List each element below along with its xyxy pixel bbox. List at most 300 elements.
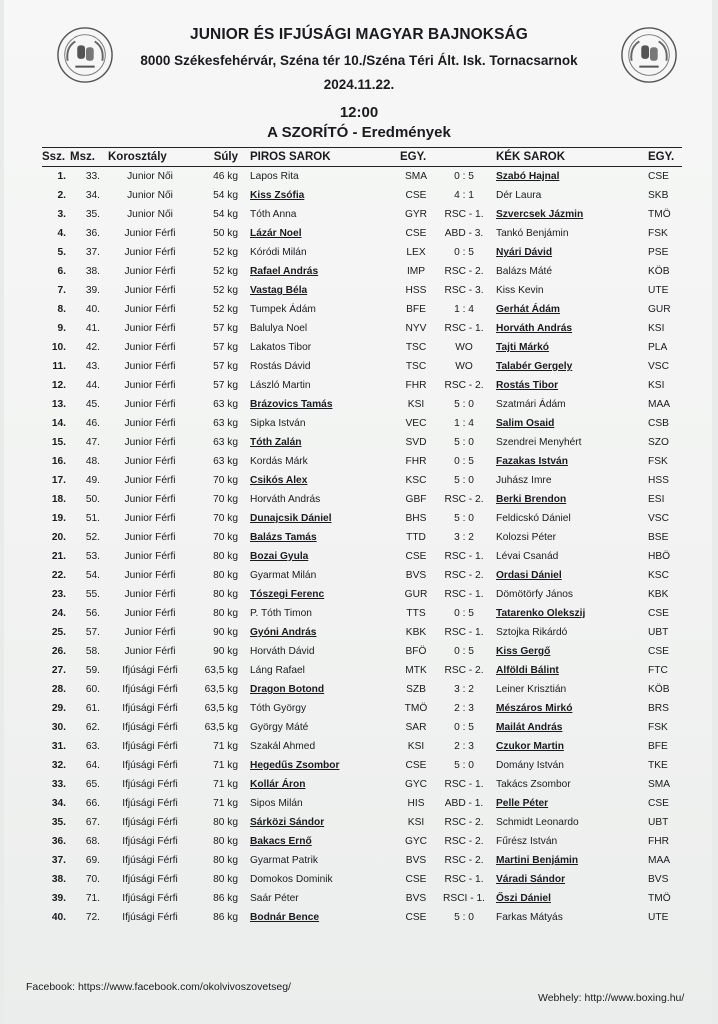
table-row: [42, 300, 682, 319]
blue-corner-boxer: Kiss Gergő: [496, 646, 551, 657]
weight-class: 80 kg: [213, 589, 238, 600]
blue-corner-boxer: Mészáros Mirkó: [496, 703, 573, 714]
table-row: [42, 490, 682, 509]
blue-corner-boxer: Leiner Krisztián: [496, 684, 567, 695]
blue-corner-club: HBÖ: [648, 551, 671, 562]
age-category: Ifjúsági Férfi: [122, 665, 178, 676]
blue-corner-club: TMÖ: [648, 209, 671, 220]
bout-result: ABD - 1.: [444, 798, 484, 809]
row-number: 39.: [51, 893, 66, 904]
red-corner-club: CSE: [405, 190, 427, 201]
red-corner-club: TTS: [406, 608, 426, 619]
red-corner-club: KSC: [405, 475, 427, 486]
bout-result: 5 : 0: [454, 399, 474, 410]
weight-class: 63,5 kg: [204, 722, 238, 733]
blue-corner-boxer: Tatarenko Olekszij: [496, 608, 586, 619]
facebook-link[interactable]: Facebook: https://www.facebook.com/okolvivoszovetseg/: [26, 981, 291, 993]
red-corner-club: GYC: [404, 836, 428, 847]
weight-class: 57 kg: [213, 342, 238, 353]
blue-corner-club: SMA: [648, 779, 671, 790]
bout-result: 0 : 5: [454, 722, 474, 733]
red-corner-club: GUR: [404, 589, 428, 600]
blue-corner-club: MAA: [648, 399, 671, 410]
bout-result: ABD - 3.: [444, 228, 484, 239]
weight-class: 70 kg: [213, 513, 238, 524]
red-corner-boxer: Hegedűs Zsombor: [250, 760, 340, 771]
red-corner-boxer: Tószegi Ferenc: [250, 589, 325, 600]
age-category: Junior Női: [127, 209, 173, 220]
blue-corner-boxer: Szvercsek Jázmin: [496, 209, 584, 220]
match-number: 63.: [85, 741, 100, 752]
blue-corner-boxer: Kiss Kevin: [496, 285, 544, 296]
red-corner-club: NYV: [405, 323, 427, 334]
age-category: Ifjúsági Férfi: [122, 836, 178, 847]
blue-corner-boxer: Kolozsi Péter: [496, 532, 557, 543]
match-number: 52.: [85, 532, 100, 543]
red-corner-club: KSI: [407, 741, 425, 752]
weight-class: 63 kg: [213, 456, 238, 467]
blue-corner-boxer: Őszi Dániel: [496, 893, 551, 904]
red-corner-boxer: Bozai Gyula: [250, 551, 309, 562]
weight-class: 54 kg: [213, 209, 238, 220]
red-corner-boxer: György Máté: [250, 722, 309, 733]
blue-corner-club: PSE: [648, 247, 669, 258]
table-row: [42, 528, 682, 547]
blue-corner-boxer: Berki Brendon: [496, 494, 567, 505]
row-number: 15.: [51, 437, 66, 448]
blue-corner-club: TMÖ: [648, 893, 671, 904]
red-corner-boxer: Tóth Anna: [250, 209, 297, 220]
age-category: Junior Férfi: [124, 627, 176, 638]
table-row: [42, 851, 682, 870]
match-number: 47.: [85, 437, 100, 448]
age-category: Ifjúsági Férfi: [122, 855, 178, 866]
red-corner-club: TTD: [406, 532, 426, 543]
blue-corner-boxer: Talabér Gergely: [496, 361, 573, 372]
match-number: 40.: [85, 304, 100, 315]
table-row: [42, 205, 682, 224]
weight-class: 50 kg: [213, 228, 238, 239]
row-number: 36.: [51, 836, 66, 847]
red-corner-club: BVS: [405, 855, 427, 866]
bout-result: 5 : 0: [454, 437, 474, 448]
red-corner-club: BHS: [405, 513, 427, 524]
row-number: 16.: [51, 456, 66, 467]
match-number: 41.: [85, 323, 100, 334]
blue-corner-boxer: Szendrei Menyhért: [496, 437, 582, 448]
red-corner-club: BFÖ: [405, 646, 427, 657]
red-corner-club: KBK: [405, 627, 427, 638]
bout-result: 2 : 3: [454, 703, 474, 714]
red-corner-club: FHR: [405, 380, 427, 391]
red-corner-club: LEX: [406, 247, 426, 258]
blue-corner-club: BRS: [648, 703, 669, 714]
blue-corner-club: SZO: [648, 437, 669, 448]
table-row: [42, 737, 682, 756]
red-corner-club: GYC: [404, 779, 428, 790]
row-number: 11.: [52, 361, 66, 372]
weight-class: 52 kg: [213, 285, 238, 296]
red-corner-boxer: Tumpek Ádám: [250, 304, 316, 315]
col-suly: Súly: [192, 148, 250, 167]
red-corner-boxer: Saár Péter: [250, 893, 299, 904]
bout-result: RSC - 2.: [444, 665, 484, 676]
match-number: 61.: [85, 703, 100, 714]
table-row: [42, 338, 682, 357]
red-corner-club: CSE: [405, 874, 427, 885]
bout-result: 0 : 5: [454, 608, 474, 619]
bout-result: 3 : 2: [454, 532, 474, 543]
match-number: 54.: [85, 570, 100, 581]
red-corner-club: HSS: [405, 285, 427, 296]
table-row: [42, 870, 682, 889]
weight-class: 63 kg: [213, 418, 238, 429]
row-number: 21.: [51, 551, 66, 562]
blue-corner-boxer: Salim Osaid: [496, 418, 555, 429]
match-number: 39.: [85, 285, 100, 296]
weight-class: 80 kg: [213, 551, 238, 562]
weight-class: 80 kg: [213, 817, 238, 828]
row-number: 2.: [57, 190, 66, 201]
table-row: [42, 433, 682, 452]
match-number: 68.: [85, 836, 100, 847]
bout-result: 0 : 5: [454, 646, 474, 657]
weight-class: 52 kg: [213, 247, 238, 258]
red-corner-boxer: Lázár Noel: [250, 228, 302, 239]
blue-corner-club: CSE: [648, 608, 669, 619]
weight-class: 90 kg: [213, 627, 238, 638]
match-number: 55.: [85, 589, 100, 600]
blue-corner-club: MAA: [648, 855, 671, 866]
match-number: 36.: [85, 228, 100, 239]
weight-class: 63,5 kg: [204, 703, 238, 714]
col-piros-sarok: PIROS SAROK: [250, 148, 400, 167]
blue-corner-club: FSK: [648, 456, 668, 467]
blue-corner-boxer: Fűrész István: [496, 836, 558, 847]
match-number: 49.: [85, 475, 100, 486]
age-category: Junior Férfi: [124, 513, 176, 524]
red-corner-club: BVS: [405, 893, 427, 904]
weight-class: 71 kg: [213, 760, 238, 771]
table-row: [42, 813, 682, 832]
age-category: Ifjúsági Férfi: [122, 817, 178, 828]
blue-corner-club: HSS: [648, 475, 669, 486]
blue-corner-club: UTE: [648, 285, 669, 296]
blue-corner-club: KSI: [648, 380, 665, 391]
red-corner-boxer: Dunajcsik Dániel: [250, 513, 332, 524]
blue-corner-boxer: Czukor Martin: [496, 741, 564, 752]
blue-corner-club: FSK: [648, 228, 668, 239]
match-number: 65.: [85, 779, 100, 790]
blue-corner-club: TKE: [648, 760, 668, 771]
event-date: 2024.11.22.: [323, 77, 395, 92]
blue-corner-club: CSE: [648, 798, 669, 809]
weight-class: 80 kg: [213, 874, 238, 885]
table-row: [42, 908, 682, 927]
red-corner-boxer: Lapos Rita: [250, 171, 299, 182]
red-corner-club: SAR: [405, 722, 427, 733]
blue-corner-boxer: Takács Zsombor: [496, 779, 571, 790]
blue-corner-club: VSC: [648, 513, 669, 524]
bout-result: RSC - 1.: [444, 323, 484, 334]
match-number: 50.: [85, 494, 100, 505]
red-corner-boxer: Brázovics Tamás: [250, 399, 333, 410]
row-number: 23.: [51, 589, 66, 600]
row-number: 34.: [51, 798, 66, 809]
red-corner-club: BFE: [406, 304, 426, 315]
blue-corner-club: SKB: [648, 190, 669, 201]
age-category: Ifjúsági Férfi: [122, 741, 178, 752]
red-corner-club: TSC: [405, 361, 427, 372]
red-corner-boxer: Lakatos Tibor: [250, 342, 312, 353]
red-corner-boxer: Gyarmat Patrik: [250, 855, 318, 866]
red-corner-boxer: Rostás Dávid: [250, 361, 311, 372]
blue-corner-boxer: Pelle Péter: [496, 798, 549, 809]
row-number: 27.: [51, 665, 66, 676]
bout-result: RSC - 2.: [444, 836, 484, 847]
row-number: 29.: [51, 703, 66, 714]
age-category: Junior Férfi: [124, 304, 176, 315]
match-number: 34.: [85, 190, 100, 201]
blue-corner-club: BVS: [648, 874, 669, 885]
table-row: [42, 699, 682, 718]
bout-result: WO: [455, 361, 473, 372]
weight-class: 86 kg: [213, 912, 238, 923]
age-category: Junior Férfi: [124, 570, 176, 581]
blue-corner-boxer: Martini Benjámin: [496, 855, 579, 866]
match-number: 67.: [85, 817, 100, 828]
bout-result: WO: [455, 342, 473, 353]
blue-corner-club: KÖB: [648, 266, 670, 277]
red-corner-club: KSI: [407, 399, 425, 410]
red-corner-club: SMA: [404, 171, 428, 182]
match-number: 72.: [85, 912, 100, 923]
table-row: [42, 680, 682, 699]
table-row: [42, 585, 682, 604]
red-corner-boxer: Csikós Alex: [250, 475, 308, 486]
col-korosztaly: Korosztály: [108, 148, 192, 167]
row-number: 26.: [51, 646, 66, 657]
blue-corner-boxer: Dér Laura: [496, 190, 542, 201]
age-category: Ifjúsági Férfi: [122, 798, 178, 809]
red-corner-boxer: Sipos Milán: [250, 798, 303, 809]
blue-corner-boxer: Horváth András: [496, 323, 573, 334]
table-row: [42, 357, 682, 376]
red-corner-club: SVD: [405, 437, 427, 448]
red-corner-boxer: Kóródi Milán: [250, 247, 307, 258]
blue-corner-club: VSC: [648, 361, 669, 372]
bout-result: 1 : 4: [454, 418, 474, 429]
results-table: [42, 147, 682, 927]
blue-corner-club: BSE: [648, 532, 669, 543]
bout-result: RSC - 2.: [444, 266, 484, 277]
bout-result: RSC - 2.: [444, 817, 484, 828]
age-category: Junior Női: [127, 171, 173, 182]
red-corner-club: CSE: [405, 228, 427, 239]
red-corner-club: BVS: [405, 570, 427, 581]
age-category: Junior Férfi: [124, 247, 176, 258]
row-number: 32.: [51, 760, 66, 771]
weight-class: 52 kg: [213, 266, 238, 277]
row-number: 14.: [51, 418, 66, 429]
blue-corner-boxer: Gerhát Ádám: [496, 304, 560, 315]
results-body: [42, 167, 682, 928]
age-category: Junior Férfi: [124, 342, 176, 353]
weight-class: 90 kg: [213, 646, 238, 657]
table-row: [42, 832, 682, 851]
blue-corner-boxer: Rostás Tibor: [496, 380, 559, 391]
weight-class: 54 kg: [213, 190, 238, 201]
weight-class: 80 kg: [213, 608, 238, 619]
blue-corner-club: CSB: [648, 418, 669, 429]
table-row: [42, 167, 682, 187]
red-corner-club: HIS: [407, 798, 425, 809]
blue-corner-club: UTE: [648, 912, 669, 923]
blue-corner-boxer: Nyári Dávid: [496, 247, 553, 258]
match-number: 57.: [85, 627, 100, 638]
red-corner-club: CSE: [405, 912, 427, 923]
blue-corner-club: KÖB: [648, 684, 670, 695]
blue-corner-boxer: Szatmári Ádám: [496, 399, 566, 410]
match-number: 71.: [85, 893, 100, 904]
table-row: [42, 889, 682, 908]
row-number: 18.: [51, 494, 66, 505]
bout-result: 5 : 0: [454, 513, 474, 524]
match-number: 62.: [85, 722, 100, 733]
weight-class: 57 kg: [213, 380, 238, 391]
age-category: Junior Férfi: [124, 646, 176, 657]
blue-corner-boxer: Alföldi Bálint: [496, 665, 559, 676]
match-number: 56.: [85, 608, 100, 619]
blue-corner-club: FHR: [648, 836, 669, 847]
table-row: [42, 794, 682, 813]
row-number: 35.: [51, 817, 66, 828]
bout-result: RSCI - 1.: [443, 893, 485, 904]
red-corner-boxer: Horváth András: [250, 494, 321, 505]
results-subtitle: A SZORÍTÓ - Eredmények: [267, 124, 451, 141]
website-link[interactable]: Webhely: http://www.boxing.hu/: [538, 992, 685, 1004]
red-corner-club: KSI: [407, 817, 425, 828]
weight-class: 86 kg: [213, 893, 238, 904]
blue-corner-club: KSI: [648, 323, 665, 334]
match-number: 66.: [85, 798, 100, 809]
blue-corner-boxer: Dömötörfy János: [496, 589, 574, 600]
bout-result: 1 : 4: [454, 304, 474, 315]
match-number: 35.: [85, 209, 100, 220]
blue-corner-boxer: Feldicskó Dániel: [496, 513, 571, 524]
table-row: [42, 509, 682, 528]
red-corner-boxer: Szakál Ahmed: [250, 741, 316, 752]
blue-corner-club: UBT: [648, 627, 669, 638]
red-corner-boxer: Bodnár Bence: [250, 912, 320, 923]
weight-class: 57 kg: [213, 361, 238, 372]
bout-result: RSC - 2.: [444, 494, 484, 505]
blue-corner-boxer: Szabó Hajnal: [496, 171, 560, 182]
match-number: 53.: [85, 551, 100, 562]
blue-corner-boxer: Mailát András: [496, 722, 563, 733]
table-row: [42, 376, 682, 395]
red-corner-boxer: Rafael András: [250, 266, 319, 277]
weight-class: 46 kg: [213, 171, 238, 182]
age-category: Junior Férfi: [124, 608, 176, 619]
blue-corner-boxer: Schmidt Leonardo: [496, 817, 579, 828]
row-number: 1.: [57, 171, 66, 182]
weight-class: 71 kg: [213, 779, 238, 790]
table-row: [42, 642, 682, 661]
red-corner-club: VEC: [405, 418, 427, 429]
blue-corner-boxer: Ordasi Dániel: [496, 570, 562, 581]
blue-corner-club: FSK: [648, 722, 668, 733]
red-corner-club: CSE: [405, 760, 427, 771]
weight-class: 80 kg: [213, 570, 238, 581]
table-row: [42, 566, 682, 585]
bout-result: RSC - 2.: [444, 570, 484, 581]
weight-class: 70 kg: [213, 475, 238, 486]
table-row: [42, 604, 682, 623]
red-corner-boxer: Kollár Áron: [250, 779, 306, 790]
match-number: 44.: [85, 380, 100, 391]
red-corner-boxer: Horváth Dávid: [250, 646, 315, 657]
blue-corner-boxer: Fazakas István: [496, 456, 568, 467]
blue-corner-boxer: Tajti Márkó: [496, 342, 550, 353]
row-number: 19.: [51, 513, 66, 524]
table-row: [42, 186, 682, 205]
red-corner-boxer: P. Tóth Timon: [250, 608, 312, 619]
age-category: Junior Férfi: [124, 551, 176, 562]
blue-corner-club: PLA: [648, 342, 668, 353]
bout-result: RSC - 1.: [444, 209, 484, 220]
red-corner-boxer: Gyarmat Milán: [250, 570, 317, 581]
match-number: 70.: [85, 874, 100, 885]
red-corner-boxer: Dragon Botond: [250, 684, 325, 695]
table-row: [42, 547, 682, 566]
red-corner-boxer: Balázs Tamás: [250, 532, 317, 543]
table-row: [42, 319, 682, 338]
match-number: 59.: [85, 665, 100, 676]
bout-result: RSC - 3.: [444, 285, 484, 296]
blue-corner-boxer: Sztojka Rikárdó: [496, 627, 568, 638]
match-number: 64.: [85, 760, 100, 771]
row-number: 3.: [57, 209, 66, 220]
age-category: Ifjúsági Férfi: [122, 703, 178, 714]
table-row: [42, 718, 682, 737]
age-category: Junior Férfi: [124, 418, 176, 429]
blue-corner-boxer: Juhász Imre: [496, 475, 552, 486]
age-category: Ifjúsági Férfi: [122, 722, 178, 733]
blue-corner-club: KBK: [648, 589, 669, 600]
red-corner-boxer: Domokos Dominik: [250, 874, 333, 885]
bout-result: RSC - 1.: [444, 551, 484, 562]
match-number: 38.: [85, 266, 100, 277]
weight-class: 63,5 kg: [204, 665, 238, 676]
bout-result: 0 : 5: [454, 456, 474, 467]
table-row: [42, 224, 682, 243]
blue-corner-boxer: Tankó Benjámin: [496, 228, 569, 239]
weight-class: 70 kg: [213, 532, 238, 543]
row-number: 9.: [57, 323, 66, 334]
session-time: 12:00: [339, 104, 379, 121]
col-eredmeny: [432, 148, 496, 167]
match-number: 42.: [85, 342, 100, 353]
match-number: 43.: [85, 361, 100, 372]
age-category: Ifjúsági Férfi: [122, 779, 178, 790]
weight-class: 52 kg: [213, 304, 238, 315]
table-header-row: [42, 148, 682, 167]
blue-corner-club: CSE: [648, 646, 669, 657]
blue-corner-club: UBT: [648, 817, 669, 828]
bout-result: 2 : 3: [454, 741, 474, 752]
bout-result: 5 : 0: [454, 760, 474, 771]
